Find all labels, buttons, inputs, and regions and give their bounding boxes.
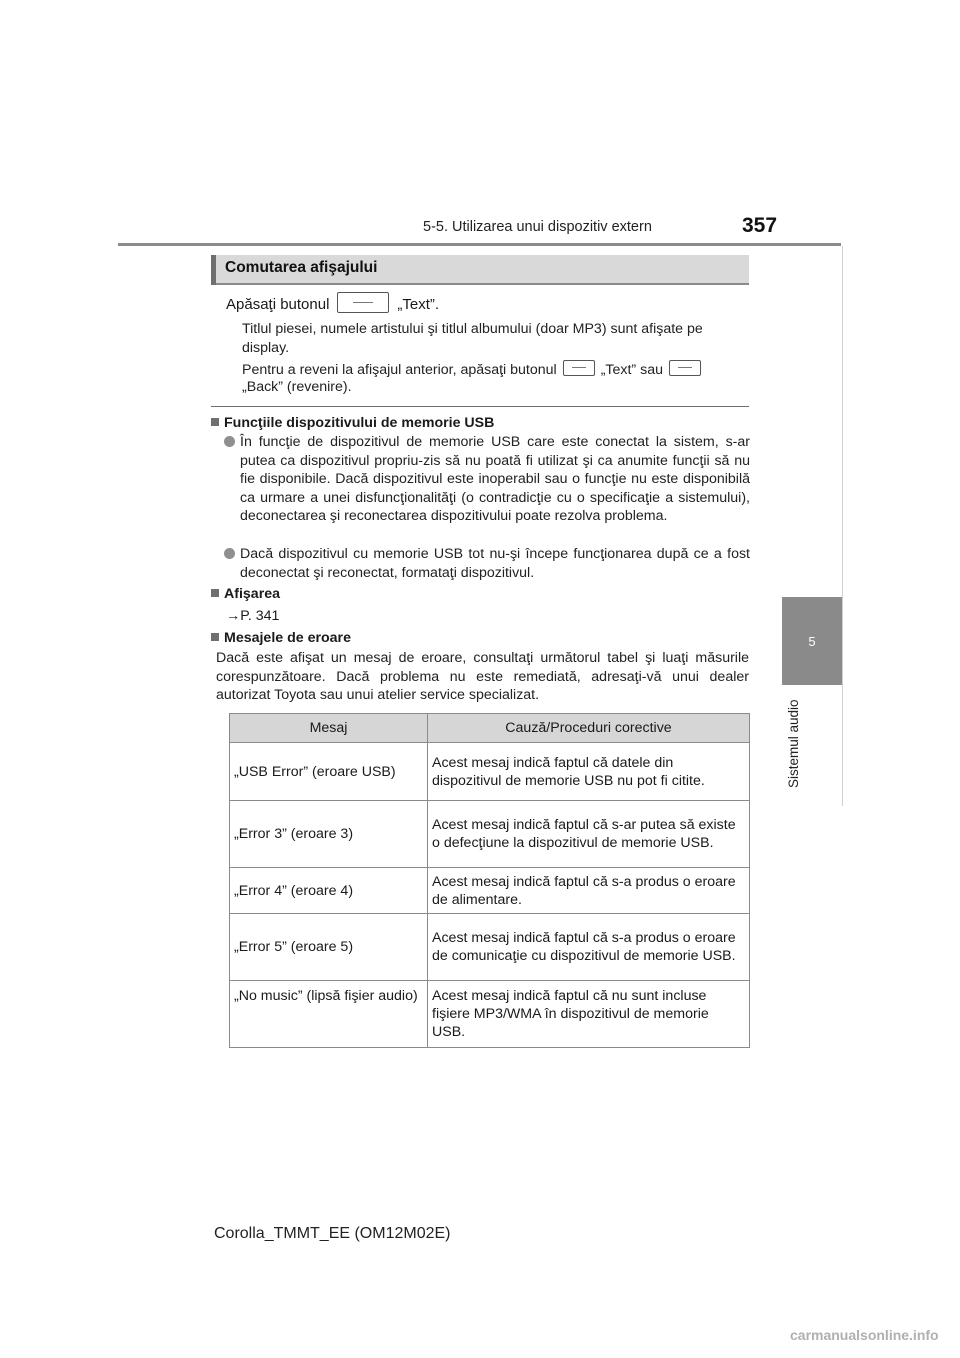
usb-functions-heading: Funcţiile dispozitivului de memorie USB (211, 415, 494, 431)
table-row (230, 743, 750, 801)
circle-bullet-icon (224, 548, 235, 559)
section-heading-bar (211, 255, 749, 285)
display-heading: Afişarea (211, 586, 280, 602)
message-cell: „USB Error” (eroare USB) (230, 743, 428, 801)
note2-text-label: „Text” sau (600, 362, 663, 378)
message-cell: „Error 4” (eroare 4) (230, 868, 428, 914)
error-messages-table (229, 713, 750, 1048)
message-cell: „Error 5” (eroare 5) (230, 914, 428, 981)
page-number: 357 (742, 214, 778, 237)
column-header-message: Mesaj (230, 714, 428, 743)
header-divider (118, 243, 841, 246)
instruction-line (226, 292, 439, 315)
cause-cell: Acest mesaj indică faptul că s-ar putea să existe o defecţiune la dispozitivul de memorie USB. (428, 801, 750, 868)
chapter-number: 5 (808, 633, 816, 649)
button-icon (337, 292, 389, 313)
square-bullet-icon (211, 418, 219, 426)
section-divider (211, 406, 749, 407)
watermark: carmanualsonline.info (790, 1327, 939, 1343)
message-cell: „Error 3” (eroare 3) (230, 801, 428, 868)
text-button-icon (563, 360, 595, 376)
errors-heading: Mesajele de eroare (211, 630, 351, 646)
circle-bullet-icon (224, 436, 235, 447)
table-row (230, 914, 750, 981)
errors-intro: Dacă este afişat un mesaj de eroare, consultaţi următorul tabel şi luaţi măsurile corespunzătoare. Dacă problema nu este remediată, adresaţi-vă unui dealer autorizat Toyota sau unui atelier service specializat. (216, 650, 749, 704)
cause-cell: Acest mesaj indică faptul că s-a produs o eroare de comunicaţie cu dispozitivul de memorie USB. (428, 914, 750, 981)
instruction-button-label: „Text”. (397, 296, 440, 313)
display-page-reference[interactable]: →P. 341 (226, 608, 280, 624)
square-bullet-icon (211, 633, 219, 641)
table-header-row (230, 714, 750, 743)
column-header-cause: Cauză/Proceduri corective (428, 714, 750, 743)
chapter-name (784, 690, 802, 790)
note2-text: Pentru a reveni la afişajul anterior, apăsaţi butonul (242, 362, 557, 378)
square-bullet-icon (211, 589, 219, 597)
note2-line2: „Back” (revenire). (242, 379, 352, 395)
table-row (230, 868, 750, 914)
header-section-title: 5-5. Utilizarea unui dispozitiv extern (423, 219, 652, 235)
instruction-text: Apăsaţi butonul (226, 296, 330, 313)
cause-cell: Acest mesaj indică faptul că datele din dispozitivul de memorie USB nu pot fi citite. (428, 743, 750, 801)
footer-model-code: Corolla_TMMT_EE (OM12M02E) (214, 1225, 451, 1242)
back-button-icon (669, 360, 701, 376)
section-title: Comutarea afişajului (225, 259, 378, 276)
chapter-name-label: Sistemul audio (786, 699, 801, 788)
table-row (230, 801, 750, 868)
cause-cell: Acest mesaj indică faptul că nu sunt incluse fişiere MP3/WMA în dispozitivul de memorie USB. (428, 981, 750, 1048)
note1-line1: Titlul piesei, numele artistului şi titlul albumului (doar MP3) sunt afişate pe (242, 321, 703, 337)
cause-cell: Acest mesaj indică faptul că s-a produs o eroare de alimentare. (428, 868, 750, 914)
chapter-tab (782, 597, 842, 685)
table-row (230, 981, 750, 1048)
chapter-divider (842, 246, 843, 806)
note1-line2: display. (242, 340, 290, 356)
message-cell: „No music” (lipsă fişier audio) (230, 981, 428, 1048)
usb-bullet-2: Dacă dispozitivul cu memorie USB tot nu-şi începe funcţionarea după ce a fost deconectat şi reconectat, formataţi dispozitivul. (224, 545, 750, 582)
usb-bullet-1: În funcţie de dispozitivul de memorie USB care este conectat la sistem, s-ar putea ca dispozitivul propriu-zis să nu poată fi utilizat şi ca anumite funcţii să nu fie disponibile. Dacă dispozitivul este inoperabil sau o funcţie nu este disponibilă ca urmare a unei disfuncţionalităţi (o contradicţie cu o specificaţie a sistemului), deconectarea şi reconectarea dispozitivului poate rezolva problema. (224, 433, 750, 526)
